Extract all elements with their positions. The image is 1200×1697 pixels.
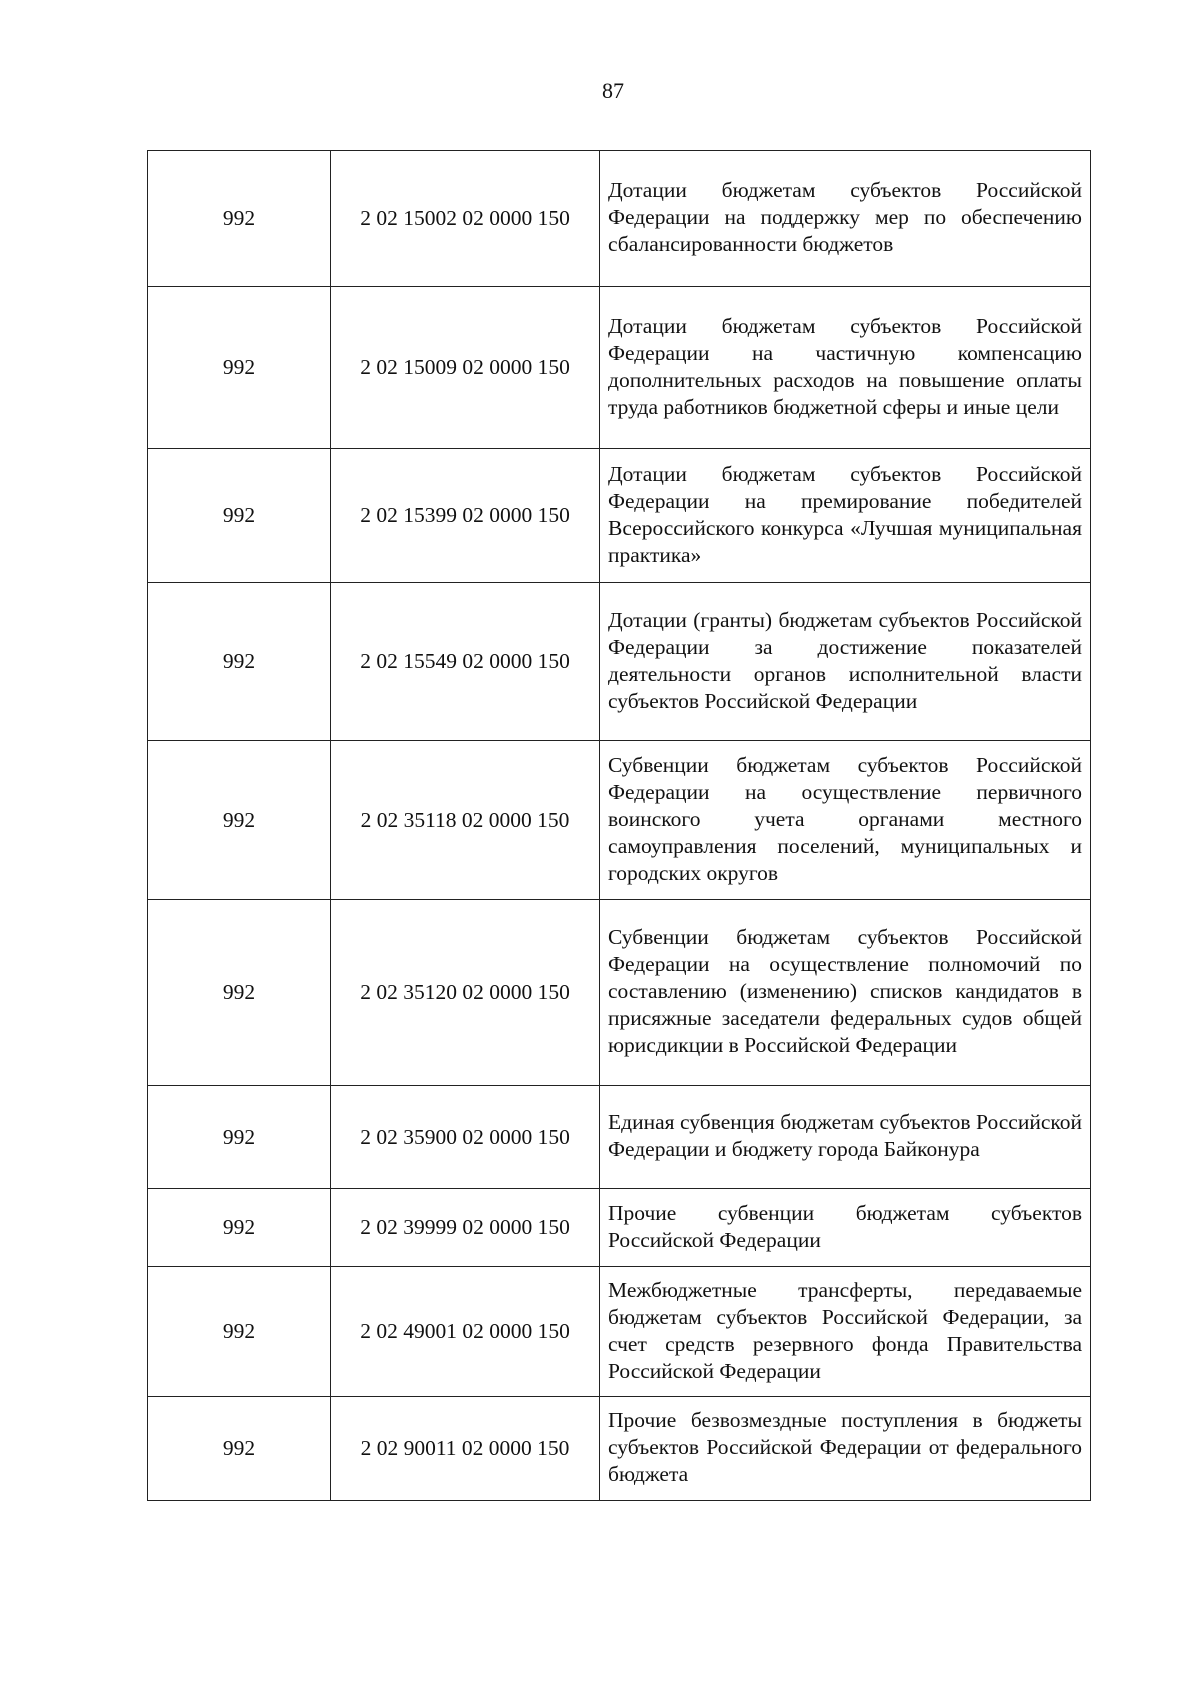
- admin-code-cell: 992: [148, 741, 331, 900]
- admin-code-cell: 992: [148, 1397, 331, 1501]
- table-row: [148, 287, 1091, 449]
- budget-code-cell: 2 02 15009 02 0000 150: [331, 287, 600, 449]
- description-cell: Дотации бюджетам субъектов Российской Федерации на частичную компенсацию дополнительных расходов на повышение оплаты труда работников бюджетной сферы и иные цели: [600, 287, 1091, 449]
- budget-codes-table: [147, 150, 1091, 1501]
- admin-code-cell: 992: [148, 449, 331, 583]
- admin-code-cell: 992: [148, 900, 331, 1086]
- budget-code-cell: 2 02 35120 02 0000 150: [331, 900, 600, 1086]
- description-cell: Единая субвенция бюджетам субъектов Российской Федерации и бюджету города Байконура: [600, 1086, 1091, 1189]
- description-cell: Дотации (гранты) бюджетам субъектов Российской Федерации за достижение показателей деятельности органов исполнительной власти субъектов Российской Федерации: [600, 583, 1091, 741]
- budget-code-cell: 2 02 15002 02 0000 150: [331, 151, 600, 287]
- budget-code-cell: 2 02 15549 02 0000 150: [331, 583, 600, 741]
- table-row: [148, 1189, 1091, 1267]
- budget-code-cell: 2 02 35900 02 0000 150: [331, 1086, 600, 1189]
- table-row: [148, 1397, 1091, 1501]
- page-number: 87: [602, 78, 624, 103]
- description-cell: Межбюджетные трансферты, передаваемые бюджетам субъектов Российской Федерации, за счет средств резервного фонда Правительства Российской Федерации: [600, 1267, 1091, 1397]
- admin-code-cell: 992: [148, 1189, 331, 1267]
- table-row: [148, 151, 1091, 287]
- description-cell: Дотации бюджетам субъектов Российской Федерации на премирование победителей Всероссийского конкурса «Лучшая муниципальная практика»: [600, 449, 1091, 583]
- budget-code-cell: 2 02 49001 02 0000 150: [331, 1267, 600, 1397]
- admin-code-cell: 992: [148, 583, 331, 741]
- table-row: [148, 900, 1091, 1086]
- table-row: [148, 1086, 1091, 1189]
- admin-code-cell: 992: [148, 1267, 331, 1397]
- admin-code-cell: 992: [148, 1086, 331, 1189]
- table-row: [148, 1267, 1091, 1397]
- budget-code-cell: 2 02 15399 02 0000 150: [331, 449, 600, 583]
- table-row: [148, 449, 1091, 583]
- admin-code-cell: 992: [148, 287, 331, 449]
- admin-code-cell: 992: [148, 151, 331, 287]
- description-cell: Прочие субвенции бюджетам субъектов Российской Федерации: [600, 1189, 1091, 1267]
- description-cell: Дотации бюджетам субъектов Российской Федерации на поддержку мер по обеспечению сбалансированности бюджетов: [600, 151, 1091, 287]
- table-row: [148, 741, 1091, 900]
- description-cell: Прочие безвозмездные поступления в бюджеты субъектов Российской Федерации от федерального бюджета: [600, 1397, 1091, 1501]
- description-cell: Субвенции бюджетам субъектов Российской Федерации на осуществление полномочий по составлению (изменению) списков кандидатов в присяжные заседатели федеральных судов общей юрисдикции в Российской Федерации: [600, 900, 1091, 1086]
- budget-code-cell: 2 02 90011 02 0000 150: [331, 1397, 600, 1501]
- budget-code-cell: 2 02 39999 02 0000 150: [331, 1189, 600, 1267]
- budget-code-cell: 2 02 35118 02 0000 150: [331, 741, 600, 900]
- table-row: [148, 583, 1091, 741]
- description-cell: Субвенции бюджетам субъектов Российской Федерации на осуществление первичного воинского учета органами местного самоуправления поселений, муниципальных и городских округов: [600, 741, 1091, 900]
